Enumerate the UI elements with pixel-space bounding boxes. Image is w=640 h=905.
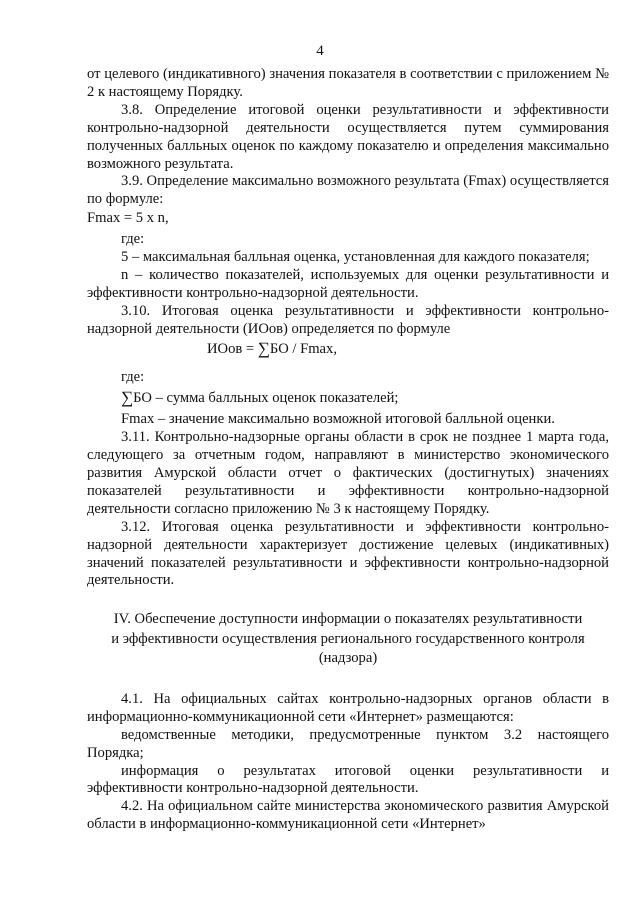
paragraph-3-9: 3.9. Определение максимально возможного результата (Fmax) осуществляется по формуле:: [87, 173, 609, 208]
paragraph-4-1: 4.1. На официальных сайтах контрольно-надзорных органов области в информационно-коммуникационной сети «Интернет» размещаются:: [87, 690, 609, 725]
where-label-2: где:: [121, 368, 145, 385]
definition-sum-bo: [87, 389, 609, 408]
sigma-symbol: ∑: [257, 338, 270, 358]
formula-ioov-left: ИОов =: [207, 340, 258, 357]
definition-n: n – количество показателей, используемых для оценки результативности и эффективности контрольно-надзорной деятельности.: [87, 266, 609, 301]
sigma-symbol-2: ∑: [121, 388, 134, 408]
paragraph-3-11: 3.11. Контрольно-надзорные органы области в срок не позднее 1 марта года, следующего за отчетным годом, направляют в министерство экономического развития Амурской области отчет о фактических (достигнутых) значениях показателей результативности и эффективности контрольно-надзорной деятельности согласно приложению № 3 к настоящему Порядку.: [87, 429, 609, 517]
definition-sum-bo-text: БО – сумма балльных оценок показателей;: [133, 390, 399, 407]
section-title-line-1: IV. Обеспечение доступности информации о показателях результативности: [113, 611, 583, 628]
formula-ioov: [87, 340, 609, 359]
paragraph-3-10: 3.10. Итоговая оценка результативности и эффективности контрольно-надзорной деятельности (ИОов) определяется по формуле: [87, 302, 609, 337]
section-iv-title: [87, 610, 609, 669]
definition-fmax: Fmax – значение максимально возможной итоговой балльной оценки.: [121, 411, 555, 428]
section-title-line-2: и эффективности осуществления регионального государственного контроля: [111, 630, 585, 647]
definition-max-score: 5 – максимальная балльная оценка, установленная для каждого показателя;: [121, 249, 590, 266]
section-title-line-3: (надзора): [318, 650, 378, 667]
paragraph-4-2: 4.2. На официальном сайте министерства экономического развития Амурской области в информационно-коммуникационной сети «Интернет»: [87, 798, 609, 833]
paragraph-3-8: 3.8. Определение итоговой оценки результативности и эффективности контрольно-надзорной деятельности осуществляется путем суммирования полученных балльных оценок по каждому показателю и определения максимально возможного результата.: [87, 101, 609, 172]
paragraph-continuation: от целевого (индикативного) значения показателя в соответствии с приложением № 2 к настоящему Порядку.: [87, 66, 609, 100]
paragraph-3-12: 3.12. Итоговая оценка результативности и эффективности контрольно-надзорной деятельности характеризует достижение целевых (индикативных) значений показателей результативности и эффективности контрольно-надзорной деятельности.: [87, 518, 609, 589]
page-number: 4: [316, 43, 324, 59]
list-item-information: информация о результатах итоговой оценки результативности и эффективности контрольно-надзорной деятельности.: [87, 762, 609, 797]
formula-fmax: Fmax = 5 x n,: [87, 210, 169, 227]
formula-ioov-right: БО / Fmax,: [269, 340, 337, 357]
list-item-methods: ведомственные методики, предусмотренные пунктом 3.2 настоящего Порядка;: [87, 726, 609, 761]
where-label: где:: [121, 231, 145, 248]
document-body: [87, 66, 609, 834]
